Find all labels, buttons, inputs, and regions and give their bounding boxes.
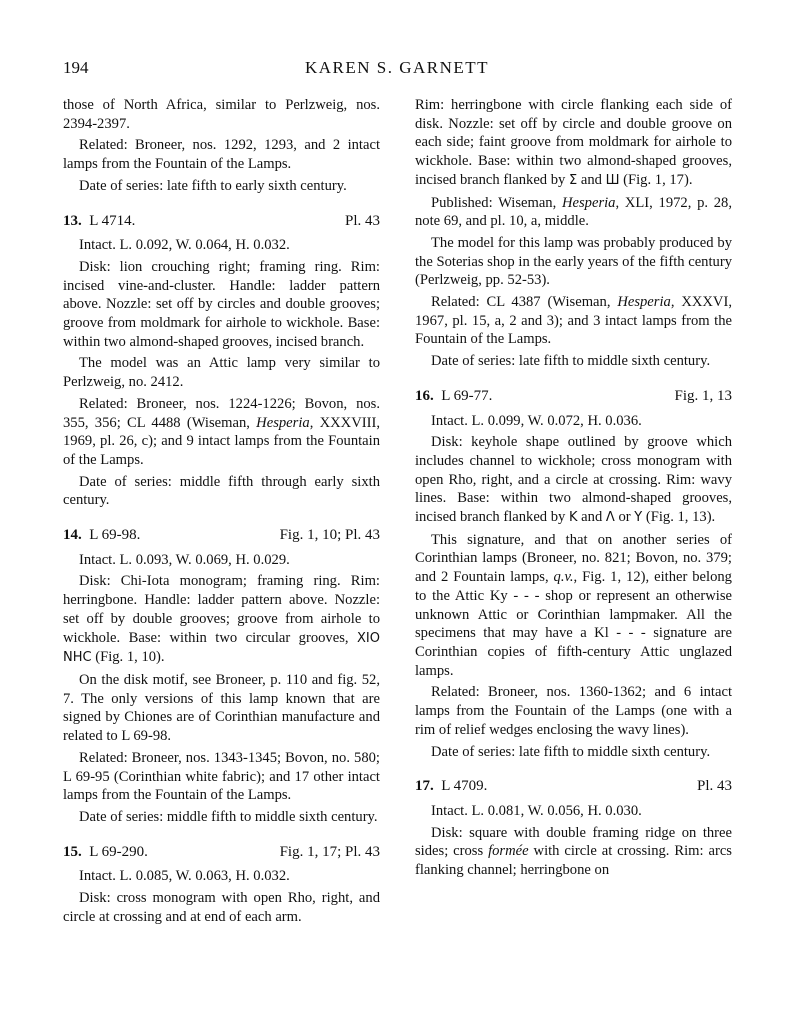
paragraph: This signature, and that on another series of Corinthian lamps (Broneer, no. 821; Bovon, no. 379; and 2 Fountain lamps, q.v., Fig. 1, 12), either belong to the Attic Ky - - - shop or represent an otherwise unknown Attic or Corinthian lampmaker. All the specimens that may have a Kl - - - signature are Corinthian copies of fifth-century Attic unglazed lamps. — [415, 531, 732, 679]
paragraph: Intact. L. 0.099, W. 0.072, H. 0.036. — [431, 412, 642, 429]
paragraph: Related: Broneer, nos. 1224-1226; Bovon, nos. 355, 356; CL 4488 (Wiseman, Hesperia, XXXVIII, 1969, pl. 26, c); and 9 intact lamps from the Fountain of the Lamps. — [63, 395, 380, 468]
entry-number: 17. — [415, 778, 434, 795]
entry-plate-ref: Fig. 1, 10; Pl. 43 — [279, 527, 380, 544]
catalogue-entry-14-heading — [63, 526, 380, 545]
entry-id: L 4709. — [441, 778, 488, 795]
entry-plate-ref: Fig. 1, 17; Pl. 43 — [279, 843, 380, 860]
paragraph: Disk: keyhole shape outlined by groove which includes channel to wickhole; cross monogram with open Rho, right, and a circle at crossing. Rim: wavy lines. Base: within two almond-shaped grooves, incised branch flanked by K and Λ or Y (Fig. 1, 13). — [415, 434, 732, 526]
paragraph: On the disk motif, see Broneer, p. 110 and fig. 52, 7. The only versions of this lamp known that are signed by Chiones are of Corinthian manufacture and related to L 69-98. — [63, 671, 380, 745]
paragraph: Intact. L. 0.092, W. 0.064, H. 0.032. — [79, 237, 290, 254]
paragraph: Disk: lion crouching right; framing ring. Rim: incised vine-and-cluster. Handle: ladder pattern above. Nozzle: set off by circles and double grooves; groove from moldmark for airhole to wickhole. Base: within two almond-shaped grooves, incised branch. — [63, 258, 380, 350]
entry-id: L 69-77. — [441, 387, 493, 404]
paragraph: Disk: Chi-Iota monogram; framing ring. Rim: herringbone. Handle: ladder pattern above. Nozzle: set off by double grooves; groove from airhole to wickhole. Base: within two circular grooves, XIO NHC (Fig. 1, 10). — [63, 573, 380, 666]
page-number: 194 — [63, 58, 89, 77]
left-column — [63, 96, 380, 929]
paragraph: Intact. L. 0.093, W. 0.069, H. 0.029. — [79, 551, 290, 568]
paragraph: Intact. L. 0.081, W. 0.056, H. 0.030. — [431, 802, 642, 819]
entry-plate-ref: Pl. 43 — [696, 778, 732, 795]
signature-letter: Ш — [605, 172, 620, 188]
catalogue-entry-15-heading — [63, 843, 380, 862]
paragraph: Date of series: middle fifth through early sixth century. — [63, 473, 380, 509]
paragraph: those of North Africa, similar to Perlzweig, nos. 2394-2397. — [63, 97, 380, 132]
entry-number: 13. — [63, 212, 82, 229]
signature-letters: XIO NHC — [63, 630, 380, 666]
signature-letter: Y — [634, 510, 643, 526]
running-header — [63, 58, 731, 82]
paragraph: Related: Broneer, nos. 1360-1362; and 6 intact lamps from the Fountain of the Lamps (one with a rim of relief wedges enclosing the wavy lines). — [415, 684, 732, 738]
right-column — [415, 96, 732, 883]
paragraph: The model was an Attic lamp very similar to Perlzweig, no. 2412. — [63, 355, 380, 391]
entry-number: 14. — [63, 527, 82, 544]
paragraph: Disk: square with double framing ridge on three sides; cross formée with circle at crossing. Rim: arcs flanking channel; herringbone on — [415, 824, 732, 879]
entry-id: L 69-290. — [89, 843, 148, 860]
entry-plate-ref: Pl. 43 — [344, 212, 380, 229]
entry-number: 15. — [63, 843, 82, 860]
paragraph: Intact. L. 0.085, W. 0.063, H. 0.032. — [79, 868, 290, 885]
paragraph: The model for this lamp was probably produced by the Soterias shop in the early years of the fifth century (Perlzweig, pp. 52-53). — [415, 234, 732, 289]
paragraph: Date of series: late fifth to middle sixth century. — [431, 743, 711, 760]
paragraph: Related: Broneer, nos. 1292, 1293, and 2 intact lamps from the Fountain of the Lamps. — [63, 137, 380, 173]
entry-id: L 69-98. — [89, 527, 141, 544]
signature-letter: Σ — [569, 172, 578, 188]
paragraph: Related: CL 4387 (Wiseman, Hesperia, XXXVI, 1967, pl. 15, a, 2 and 3); and 3 intact lamps from the Fountain of the Lamps. — [415, 294, 732, 348]
catalogue-entry-17-heading — [415, 777, 732, 796]
entry-plate-ref: Fig. 1, 13 — [674, 387, 732, 404]
paragraph: Date of series: middle fifth to middle sixth century. — [79, 808, 378, 825]
entry-number: 16. — [415, 387, 434, 404]
paragraph: Date of series: late fifth to early sixth century. — [79, 177, 347, 194]
running-title: KAREN S. GARNETT — [304, 58, 490, 77]
entry-id: L 4714. — [89, 212, 136, 229]
catalogue-entry-13-heading — [63, 212, 380, 231]
signature-letter: K — [569, 510, 578, 526]
paragraph: Disk: cross monogram with open Rho, right, and circle at crossing and at end of each arm. — [63, 890, 380, 925]
paragraph: Date of series: late fifth to middle sixth century. — [431, 353, 711, 370]
paragraph: Published: Wiseman, Hesperia, XLI, 1972, p. 28, note 69, and pl. 10, a, middle. — [415, 194, 732, 230]
paragraph: Related: Broneer, nos. 1343-1345; Bovon, no. 580; L 69-95 (Corinthian white fabric); and 17 other intact lamps from the Fountain of the Lamps. — [63, 749, 380, 804]
signature-letter: Λ — [605, 510, 615, 526]
catalogue-entry-16-heading — [415, 387, 732, 406]
paragraph: Rim: herringbone with circle flanking each side of disk. Nozzle: set off by circle and double groove on each side; faint groove from moldmark for airhole to wickhole. Base: within two almond-shaped grooves, incised branch flanked by Σ and Ш (Fig. 1, 17). — [415, 97, 732, 188]
